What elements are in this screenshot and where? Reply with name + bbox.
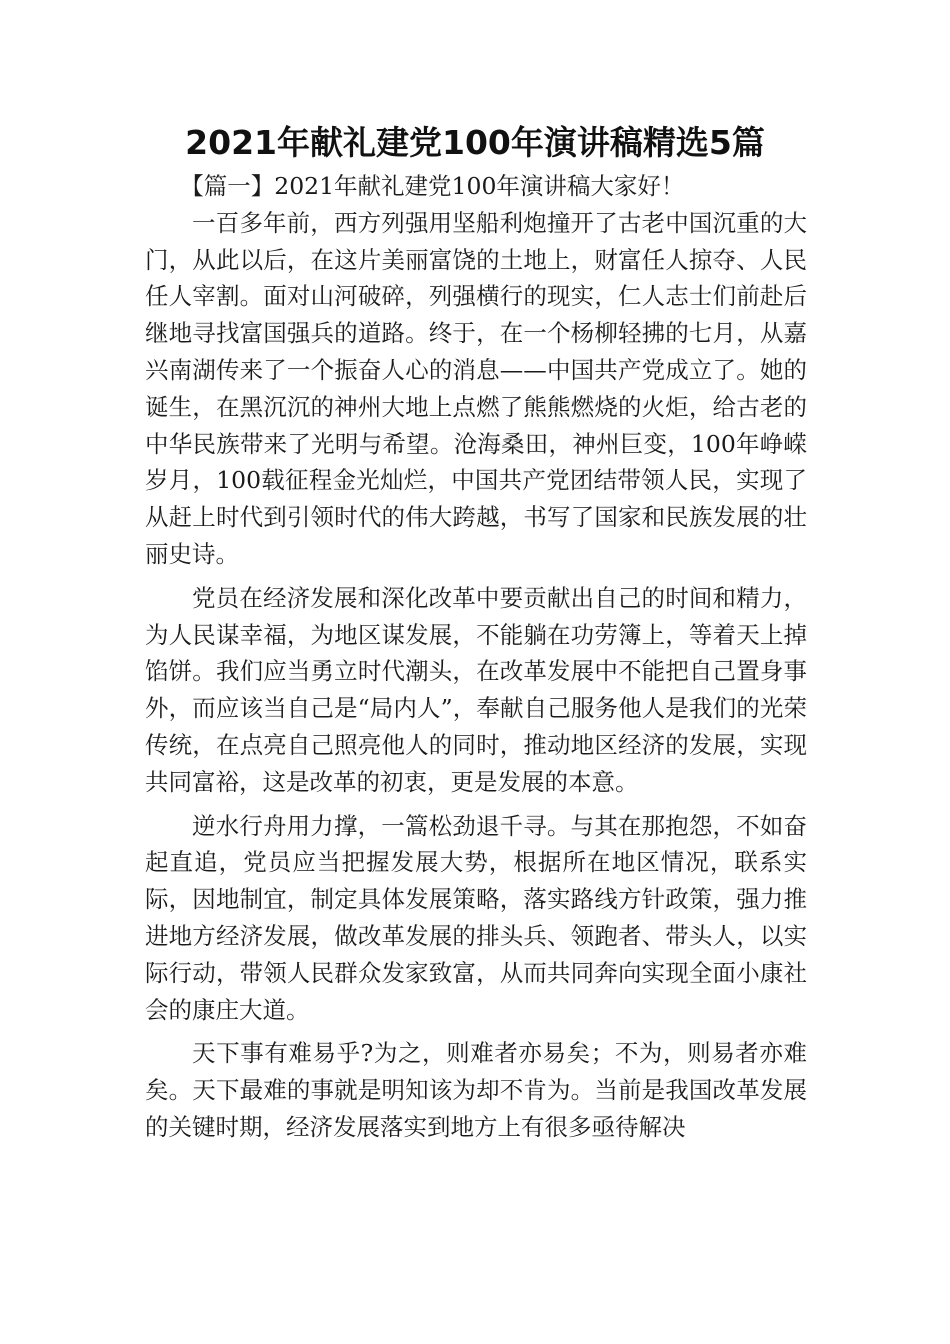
paragraph: 一百多年前，西方列强用坚船利炮撞开了古老中国沉重的大门，从此以后，在这片美丽富饶的土地上，财富任人掠夺、人民任人宰割。面对山河破碎，列强横行的现实，仁人志士们前赴后继地寻找富国强兵的道路。终于，在一个杨柳轻拂的七月，从嘉兴南湖传来了一个振奋人心的消息——中国共产党成立了。她的诞生，在黑沉沉的神州大地上点燃了熊熊燃烧的火炬，给古老的中华民族带来了光明与希望。沧海桑田，神州巨变，100年峥嵘岁月，100载征程金光灿烂，中国共产党团结带领人民，实现了从赶上时代到引领时代的伟大跨越，书写了国家和民族发展的壮丽史诗。 — [145, 208, 807, 568]
paragraph: 党员在经济发展和深化改革中要贡献出自己的时间和精力，为人民谋幸福，为地区谋发展，不能躺在功劳簿上，等着天上掉馅饼。我们应当勇立时代潮头，在改革发展中不能把自己置身事外，而应该当自己是“局内人”，奉献自己服务他人是我们的光荣传统，在点亮自己照亮他人的同时，推动地区经济的发展，实现共同富裕，这是改革的初衷，更是发展的本意。 — [145, 583, 807, 796]
paragraph: 逆水行舟用力撑，一篙松劲退千寻。与其在那抱怨，不如奋起直追，党员应当把握发展大势，根据所在地区情况，联系实际，因地制宜，制定具体发展策略，落实路线方针政策，强力推进地方经济发展，做改革发展的排头兵、领跑者、带头人，以实际行动，带领人民群众发家致富，从而共同奔向实现全面小康社会的康庄大道。 — [145, 811, 807, 1024]
document-title: 2021年献礼建党100年演讲稿精选5篇 — [185, 123, 765, 162]
paragraph: 天下事有难易乎?为之，则难者亦易矣；不为，则易者亦难矣。天下最难的事就是明知该为却不肯为。当前是我国改革发展的关键时期，经济发展落实到地方上有很多亟待解决 — [145, 1039, 807, 1141]
intro-line: 【篇一】2021年献礼建党100年演讲稿大家好！ — [180, 172, 685, 200]
document-body — [145, 168, 807, 1146]
